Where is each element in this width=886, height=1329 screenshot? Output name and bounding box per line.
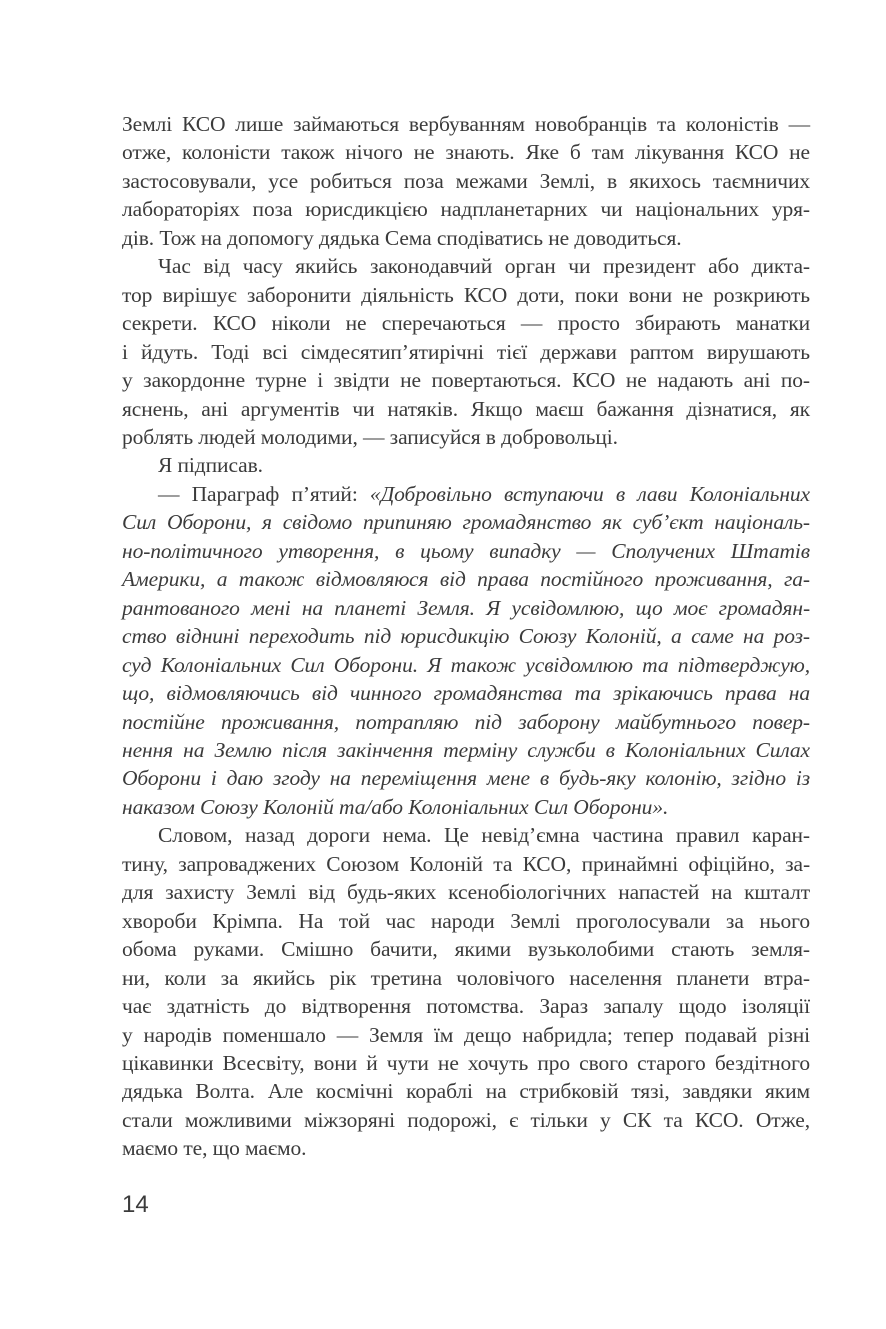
body-text-run: Словом, назад дороги нема. Це невід’ємна частина правил каран-	[158, 823, 810, 848]
quote-text-run: рантованого мені на планеті Земля. Я усвідомлюю, що моє громадян-	[122, 595, 810, 620]
text-line	[122, 281, 810, 309]
quote-text-run: суд Колоніальних Сил Оборони. Я також усвідомлюю та підтверджую,	[122, 652, 810, 677]
text-line	[122, 1021, 810, 1049]
body-text-run: Час від часу якийсь законодавчий орган чи президент або дикта-	[158, 254, 810, 279]
text-line	[122, 423, 810, 451]
body-text-run: тину, запроваджених Союзом Колоній та КСО, принаймні офіційно, за-	[122, 851, 810, 876]
body-text-run: лабораторіях поза юрисдикцією надпланетарних чи національних уря-	[122, 197, 810, 222]
text-line	[122, 1049, 810, 1077]
body-text-run: секрети. КСО ніколи не сперечаються — просто збирають манатки	[122, 311, 810, 336]
text-line	[122, 821, 810, 849]
quote-text-run: нення на Землю після закінчення терміну служби в Колоніальних Силах	[122, 737, 810, 762]
text-line	[122, 992, 810, 1020]
body-text-run: отже, колоністи також нічого не знають. Яке б там лікування КСО не	[122, 140, 810, 165]
text-line	[122, 622, 810, 650]
body-text-run: тор вирішує заборонити діяльність КСО доти, поки вони не розкриють	[122, 282, 810, 307]
quote-text-run: Сил Оборони, я свідомо припиняю громадянство як суб’єкт національ-	[122, 510, 810, 535]
text-line	[122, 793, 810, 821]
body-text-run: ни, коли за якийсь рік третина чоловічого населення планети втра-	[122, 965, 810, 990]
text-line	[122, 708, 810, 736]
body-text-run: у закордонне турне і звідти не повертаються. КСО не надають ані по-	[122, 368, 810, 393]
body-text-run: у народів поменшало — Земля їм дещо набридла; тепер подавай різні	[122, 1022, 810, 1047]
text-line	[122, 935, 810, 963]
body-text-run: Я підписав.	[158, 453, 263, 478]
text-line	[122, 110, 810, 138]
text-line	[122, 395, 810, 423]
body-text-run: цікавинки Всесвіту, вони й чути не хочуть про свого старого бездітного	[122, 1050, 810, 1075]
body-text-run: маємо те, що маємо.	[122, 1136, 307, 1161]
text-line	[122, 850, 810, 878]
text-line	[122, 338, 810, 366]
text-line	[122, 907, 810, 935]
page-number: 14	[122, 1191, 149, 1218]
text-line	[122, 1106, 810, 1134]
quote-text-run: що, відмовляючись від чинного громадянства та зрікаючись права на	[122, 681, 810, 706]
quote-text-run: наказом Союзу Колоній та/або Колоніальних Сил Оборони».	[122, 794, 669, 819]
text-line	[122, 565, 810, 593]
text-line	[122, 366, 810, 394]
quote-text-run: «Добровільно вступаючи в лави Колоніальних	[369, 481, 810, 506]
text-line	[122, 480, 810, 508]
body-text-run: для захисту Землі від будь-яких ксенобіологічних напастей на кшталт	[122, 880, 810, 905]
text-line	[122, 1134, 810, 1162]
body-text-run: роблять людей молодими, — записуйся в добровольці.	[122, 424, 618, 449]
text-block	[122, 110, 810, 1163]
body-text-run: обома руками. Смішно бачити, якими вузьколобими стають земля-	[122, 937, 810, 962]
text-line	[122, 594, 810, 622]
body-text-run: дів. Тож на допомогу дядька Сема сподіватись не доводиться.	[122, 225, 682, 250]
text-line	[122, 451, 810, 479]
text-line	[122, 252, 810, 280]
quote-text-run: Оборони і даю згоду на переміщення мене в будь-яку колонію, згідно із	[122, 766, 810, 791]
body-text-run: яснень, ані аргументів чи натяків. Якщо маєш бажання дізнатися, як	[122, 396, 810, 421]
text-line	[122, 508, 810, 536]
text-line	[122, 679, 810, 707]
text-line	[122, 736, 810, 764]
body-text-run: стали можливими міжзоряні подорожі, є тільки у СК та КСО. Отже,	[122, 1107, 810, 1132]
text-line	[122, 167, 810, 195]
quote-text-run: постійне проживання, потрапляю під заборону майбутнього повер-	[122, 709, 810, 734]
quote-text-run: но-політичного утворення, в цьому випадку — Сполучених Штатів	[122, 538, 810, 563]
quote-text-run: ство віднині переходить під юрисдикцію Союзу Колоній, а саме на роз-	[122, 624, 810, 649]
body-text-run: і йдуть. Тоді всі сімдесятип’ятирічні тієї держави раптом вирушають	[122, 339, 810, 364]
text-line	[122, 138, 810, 166]
body-text-run: — Параграф п’ятий:	[158, 481, 370, 506]
body-text-run: хвороби Крімпа. На той час народи Землі проголосували за нього	[122, 908, 810, 933]
text-line	[122, 195, 810, 223]
text-line	[122, 651, 810, 679]
body-text-run: застосовували, усе робиться поза межами Землі, в якихось таємничих	[122, 168, 810, 193]
text-line	[122, 1077, 810, 1105]
text-line	[122, 224, 810, 252]
quote-text-run: Америки, а також відмовляюся від права постійного проживання, га-	[122, 567, 810, 592]
text-line	[122, 764, 810, 792]
text-line	[122, 309, 810, 337]
body-text-run: дядька Волта. Але космічні кораблі на стрибковій тязі, завдяки яким	[122, 1079, 810, 1104]
text-line	[122, 964, 810, 992]
body-text-run: Землі КСО лише займаються вербуванням новобранців та колоністів —	[122, 112, 810, 136]
text-line	[122, 878, 810, 906]
text-line	[122, 537, 810, 565]
body-text-run: чає здатність до відтворення потомства. Зараз запалу щодо ізоляції	[122, 994, 810, 1019]
